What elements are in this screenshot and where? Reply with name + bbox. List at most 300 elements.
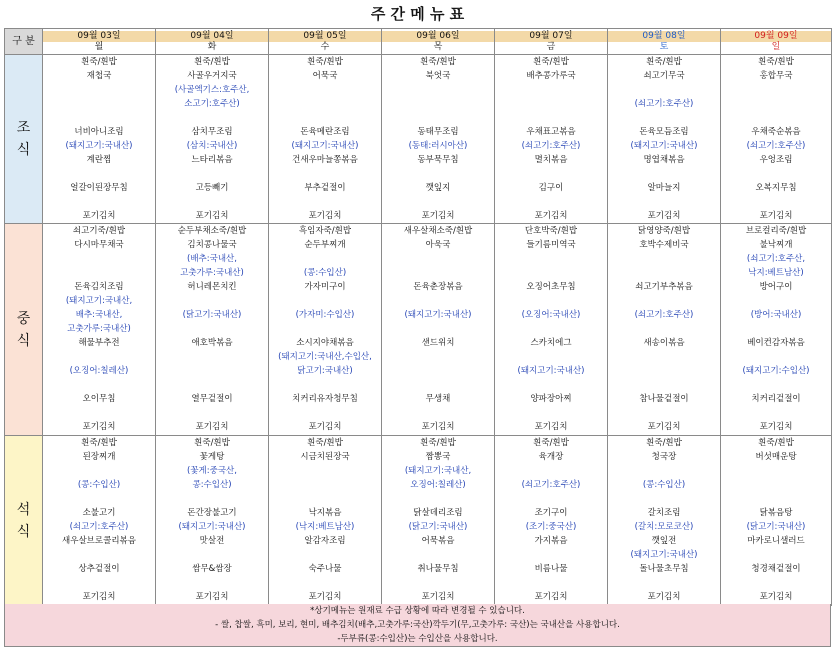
menu-item bbox=[608, 576, 720, 590]
origin-note: (사골엑기스:호주산, bbox=[174, 85, 250, 95]
menu-item: 낙지볶음 bbox=[308, 508, 342, 518]
meal-label-char: 식 bbox=[16, 332, 31, 349]
menu-cell bbox=[156, 436, 269, 606]
menu-item: 조기구이 bbox=[534, 508, 568, 518]
origin-note: 고춧가루:국내산) bbox=[180, 268, 244, 278]
menu-item: 포기김치 bbox=[647, 592, 681, 602]
day-header bbox=[156, 29, 269, 55]
menu-item: 포기김치 bbox=[308, 422, 342, 432]
menu-item: 흰죽/흰밥 bbox=[646, 438, 682, 448]
menu-item: 새우살브로콜리볶음 bbox=[62, 536, 136, 546]
origin-note: 닭고기:국내산) bbox=[297, 366, 353, 376]
menu-item bbox=[156, 167, 268, 181]
menu-item: 들기름미역국 bbox=[526, 240, 576, 250]
origin-note: (쇠고기:호주산) bbox=[634, 310, 694, 320]
origin-note: (돼지고기:국내산) bbox=[291, 141, 359, 151]
menu-item bbox=[608, 83, 720, 97]
menu-cell bbox=[156, 55, 269, 224]
menu-item bbox=[382, 364, 494, 378]
menu-item bbox=[382, 322, 494, 336]
menu-item bbox=[495, 492, 607, 506]
menu-item: 마카로니샐러드 bbox=[747, 536, 805, 546]
origin-note: 배추:국내산, bbox=[75, 310, 123, 320]
menu-item bbox=[156, 548, 268, 562]
menu-item bbox=[156, 195, 268, 209]
day-header bbox=[608, 29, 721, 55]
menu-item bbox=[269, 492, 381, 506]
menu-item: 포기김치 bbox=[534, 422, 568, 432]
menu-item: 허니레몬치킨 bbox=[187, 282, 237, 292]
menu-item: 호박수제비국 bbox=[639, 240, 689, 250]
menu-item: 다시마무채국 bbox=[74, 240, 124, 250]
origin-note: (돼지고기:국내산, bbox=[404, 466, 472, 476]
day-date: 09월 09일 bbox=[721, 31, 831, 42]
menu-item bbox=[43, 111, 155, 125]
menu-item: 포기김치 bbox=[195, 422, 229, 432]
menu-item bbox=[382, 294, 494, 308]
meal-label-char: 중 bbox=[16, 310, 31, 327]
menu-item bbox=[382, 406, 494, 420]
menu-cell bbox=[721, 224, 832, 436]
menu-item: 깻잎지 bbox=[425, 183, 451, 193]
origin-note: (오징어:칠레산) bbox=[69, 366, 129, 376]
menu-item: 포기김치 bbox=[195, 592, 229, 602]
menu-item: 포기김치 bbox=[647, 211, 681, 221]
menu-cell bbox=[382, 224, 495, 436]
origin-note: (쇠고기:호주산) bbox=[746, 141, 806, 151]
menu-item bbox=[495, 378, 607, 392]
menu-item: 쇠고기부추볶음 bbox=[635, 282, 693, 292]
menu-item: 건새우마늘쫑볶음 bbox=[292, 155, 358, 165]
menu-item bbox=[43, 378, 155, 392]
day-date: 09월 05일 bbox=[269, 31, 381, 42]
meal-row-lunch bbox=[5, 224, 832, 436]
menu-item bbox=[43, 576, 155, 590]
menu-item: 흰죽/흰밥 bbox=[81, 57, 117, 67]
day-weekday: 화 bbox=[207, 41, 217, 52]
menu-item: 갈치조림 bbox=[647, 508, 681, 518]
menu-item: 닭살데리조림 bbox=[413, 508, 463, 518]
menu-cell bbox=[495, 55, 608, 224]
meal-row-dinner bbox=[5, 436, 832, 606]
page-title: 주 간 메 뉴 표 bbox=[370, 5, 465, 23]
menu-item bbox=[495, 576, 607, 590]
menu-item: 느타리볶음 bbox=[191, 155, 233, 165]
menu-cell bbox=[156, 224, 269, 436]
menu-item bbox=[721, 322, 831, 336]
origin-note: (갈치:모로코산) bbox=[634, 522, 694, 532]
menu-item: 알마늘지 bbox=[647, 183, 681, 193]
origin-note: (돼지고기:국내산) bbox=[178, 522, 246, 532]
menu-item bbox=[382, 378, 494, 392]
menu-item: 포기김치 bbox=[82, 211, 116, 221]
menu-item bbox=[721, 350, 831, 364]
origin-note: (쇠고기:호주산) bbox=[521, 480, 581, 490]
menu-item: 포기김치 bbox=[534, 592, 568, 602]
menu-item bbox=[382, 492, 494, 506]
origin-note: (오징어:국내산) bbox=[521, 310, 581, 320]
day-header bbox=[269, 29, 382, 55]
menu-item bbox=[156, 294, 268, 308]
menu-item bbox=[721, 111, 831, 125]
origin-note: (콩:수입산) bbox=[642, 480, 686, 490]
menu-item bbox=[495, 167, 607, 181]
menu-item bbox=[495, 111, 607, 125]
menu-item bbox=[43, 252, 155, 266]
menu-item bbox=[608, 322, 720, 336]
menu-item bbox=[43, 195, 155, 209]
menu-item bbox=[608, 350, 720, 364]
menu-item bbox=[156, 406, 268, 420]
origin-note: 고춧가루:국내산) bbox=[67, 324, 131, 334]
menu-item bbox=[269, 97, 381, 111]
menu-item: 상추겉절이 bbox=[78, 564, 120, 574]
menu-item bbox=[495, 97, 607, 111]
menu-item: 어묵볶음 bbox=[421, 536, 455, 546]
menu-item bbox=[721, 576, 831, 590]
origin-note: 콩:수입산) bbox=[192, 480, 232, 490]
menu-item: 청국장 bbox=[651, 452, 677, 462]
menu-item: 스카치에그 bbox=[530, 338, 572, 348]
menu-item: 배추콩가루국 bbox=[526, 71, 576, 81]
origin-note: (돼지고기:국내산, bbox=[65, 296, 133, 306]
menu-item: 북엇국 bbox=[425, 71, 451, 81]
menu-item: 포기김치 bbox=[421, 422, 455, 432]
menu-item: 흰죽/흰밥 bbox=[758, 438, 794, 448]
menu-item: 흰죽/흰밥 bbox=[307, 438, 343, 448]
day-date: 09월 03일 bbox=[43, 31, 155, 42]
menu-item: 포기김치 bbox=[82, 422, 116, 432]
day-weekday: 일 bbox=[771, 41, 781, 52]
menu-item: 돈육메란조림 bbox=[300, 127, 350, 137]
menu-item: 취나물무침 bbox=[417, 564, 459, 574]
menu-item bbox=[43, 350, 155, 364]
menu-item bbox=[269, 83, 381, 97]
menu-item bbox=[495, 548, 607, 562]
origin-note: (쇠고기:호주산) bbox=[634, 99, 694, 109]
menu-item bbox=[382, 252, 494, 266]
menu-item: 흰죽/흰밥 bbox=[194, 438, 230, 448]
day-header bbox=[382, 29, 495, 55]
menu-item bbox=[495, 406, 607, 420]
menu-item: 깻잎전 bbox=[651, 536, 677, 546]
menu-item: 동부묵무침 bbox=[417, 155, 459, 165]
origin-note: (콩:수입산) bbox=[303, 268, 347, 278]
menu-item: 흰죽/흰밥 bbox=[646, 57, 682, 67]
menu-item: 김구이 bbox=[538, 183, 564, 193]
menu-item: 짬뽕국 bbox=[425, 452, 451, 462]
menu-item bbox=[269, 111, 381, 125]
menu-item bbox=[269, 548, 381, 562]
menu-item: 흰죽/흰밥 bbox=[420, 438, 456, 448]
day-header bbox=[43, 29, 156, 55]
menu-item: 순두부채소죽/흰밥 bbox=[177, 226, 247, 236]
menu-item: 닭영양죽/흰밥 bbox=[637, 226, 691, 236]
menu-item bbox=[495, 350, 607, 364]
menu-item: 브로컬리죽/흰밥 bbox=[745, 226, 807, 236]
menu-item bbox=[269, 576, 381, 590]
note-line: - 쌀, 찹쌀, 흑미, 보리, 현미, 배추김치(배추,고춧가루:국산)깍두기(무,고춧가루: 국산)는 국내산을 사용합니다. bbox=[215, 620, 620, 630]
menu-item: 포기김치 bbox=[534, 211, 568, 221]
menu-item: 치커리유자청무침 bbox=[292, 394, 358, 404]
menu-item bbox=[495, 266, 607, 280]
origin-note: (닭고기:국내산) bbox=[408, 522, 468, 532]
menu-cell bbox=[495, 224, 608, 436]
menu-item bbox=[721, 294, 831, 308]
menu-item bbox=[608, 378, 720, 392]
menu-item bbox=[382, 548, 494, 562]
origin-note: (돼지고기:국내산) bbox=[517, 366, 585, 376]
menu-item: 맛살전 bbox=[199, 536, 225, 546]
menu-item: 포기김치 bbox=[759, 592, 793, 602]
menu-item bbox=[608, 294, 720, 308]
notes-box bbox=[4, 604, 831, 647]
menu-cell bbox=[495, 436, 608, 606]
menu-item: 버섯매운탕 bbox=[755, 452, 797, 462]
menu-item bbox=[43, 464, 155, 478]
menu-item: 포기김치 bbox=[82, 592, 116, 602]
menu-item bbox=[156, 378, 268, 392]
origin-note: (배추:국내산, bbox=[187, 254, 237, 264]
menu-item: 돈육모듬조림 bbox=[639, 127, 689, 137]
day-date: 09월 07일 bbox=[495, 31, 607, 42]
menu-item: 계란찜 bbox=[86, 155, 112, 165]
origin-note: (돼지고기:국내산) bbox=[404, 310, 472, 320]
menu-item: 소불고기 bbox=[82, 508, 116, 518]
origin-note: (삼치:국내산) bbox=[186, 141, 238, 151]
menu-item: 열무겉절이 bbox=[191, 394, 233, 404]
day-weekday: 수 bbox=[320, 41, 330, 52]
menu-cell bbox=[43, 224, 156, 436]
menu-item bbox=[721, 83, 831, 97]
menu-item bbox=[721, 195, 831, 209]
menu-item bbox=[156, 576, 268, 590]
menu-cell bbox=[269, 55, 382, 224]
menu-item: 청경채겉절이 bbox=[751, 564, 801, 574]
menu-item: 포기김치 bbox=[308, 211, 342, 221]
menu-item: 비름나물 bbox=[534, 564, 568, 574]
menu-cell bbox=[382, 55, 495, 224]
menu-item: 오복지무침 bbox=[755, 183, 797, 193]
menu-cell bbox=[608, 55, 721, 224]
menu-item bbox=[721, 406, 831, 420]
category-header: 구 분 bbox=[5, 29, 43, 55]
menu-item bbox=[156, 492, 268, 506]
menu-item bbox=[495, 322, 607, 336]
origin-note: (꽃게:중국산, bbox=[187, 466, 237, 476]
menu-item bbox=[608, 111, 720, 125]
menu-item bbox=[156, 350, 268, 364]
menu-item: 시금치된장국 bbox=[300, 452, 350, 462]
menu-cell bbox=[382, 436, 495, 606]
menu-item: 오징어초무침 bbox=[526, 282, 576, 292]
menu-item bbox=[382, 83, 494, 97]
origin-note: (돼지고기:국내산,수입산, bbox=[278, 352, 372, 362]
menu-item: 아욱국 bbox=[425, 240, 451, 250]
menu-item: 흰죽/흰밥 bbox=[420, 57, 456, 67]
menu-item: 베이컨감자볶음 bbox=[747, 338, 805, 348]
menu-body bbox=[5, 55, 832, 606]
menu-item: 포기김치 bbox=[421, 592, 455, 602]
day-weekday: 월 bbox=[94, 41, 104, 52]
menu-item: 흰죽/흰밥 bbox=[533, 438, 569, 448]
origin-note: (조기:중국산) bbox=[525, 522, 577, 532]
menu-item: 쌈무&쌈장 bbox=[192, 564, 232, 574]
menu-item bbox=[269, 167, 381, 181]
menu-item: 가지볶음 bbox=[534, 536, 568, 546]
menu-item: 사골우거지국 bbox=[187, 71, 237, 81]
menu-item: 불낙찌개 bbox=[759, 240, 793, 250]
menu-item bbox=[495, 464, 607, 478]
menu-item: 우채죽순볶음 bbox=[751, 127, 801, 137]
menu-item: 돈육김치조림 bbox=[74, 282, 124, 292]
menu-item bbox=[608, 406, 720, 420]
menu-item: 꽃게탕 bbox=[199, 452, 225, 462]
menu-item: 숙주나물 bbox=[308, 564, 342, 574]
menu-item: 단호박죽/흰밥 bbox=[524, 226, 578, 236]
menu-item bbox=[382, 97, 494, 111]
menu-item bbox=[608, 266, 720, 280]
day-weekday: 목 bbox=[433, 41, 443, 52]
menu-item: 포기김치 bbox=[421, 211, 455, 221]
menu-cell bbox=[608, 224, 721, 436]
menu-item: 삼치무조림 bbox=[191, 127, 233, 137]
meal-label-char: 석 bbox=[16, 501, 31, 518]
note-line: *상기메뉴는 원재료 수급 상황에 따라 변경될 수 있습니다. bbox=[310, 606, 525, 616]
menu-item bbox=[269, 406, 381, 420]
menu-item: 돈간장불고기 bbox=[187, 508, 237, 518]
menu-item: 너비아니조림 bbox=[74, 127, 124, 137]
menu-item bbox=[382, 111, 494, 125]
menu-item bbox=[608, 492, 720, 506]
menu-item: 무생채 bbox=[425, 394, 451, 404]
menu-item: 해물부추전 bbox=[78, 338, 120, 348]
menu-item: 우채표고볶음 bbox=[526, 127, 576, 137]
menu-item: 홍합무국 bbox=[759, 71, 793, 81]
menu-cell bbox=[43, 436, 156, 606]
menu-item bbox=[269, 195, 381, 209]
menu-item: 흑임자죽/흰밥 bbox=[298, 226, 352, 236]
menu-item: 포기김치 bbox=[647, 422, 681, 432]
menu-item: 고등빼기 bbox=[195, 183, 229, 193]
menu-cell bbox=[43, 55, 156, 224]
menu-item bbox=[495, 252, 607, 266]
menu-item: 흰죽/흰밥 bbox=[81, 438, 117, 448]
menu-cell bbox=[269, 436, 382, 606]
menu-item: 쇠고기무국 bbox=[643, 71, 685, 81]
menu-item: 포기김치 bbox=[759, 422, 793, 432]
day-date: 09월 08일 bbox=[608, 31, 720, 42]
menu-item bbox=[43, 97, 155, 111]
menu-item bbox=[382, 576, 494, 590]
menu-item: 순두부찌개 bbox=[304, 240, 346, 250]
menu-item bbox=[269, 294, 381, 308]
menu-item: 알감자조림 bbox=[304, 536, 346, 546]
origin-note: (낙지:베트남산) bbox=[295, 522, 355, 532]
origin-note: (방어:국내산) bbox=[750, 310, 802, 320]
menu-item bbox=[495, 195, 607, 209]
origin-note: (가자미:수입산) bbox=[295, 310, 355, 320]
menu-item: 샌드위치 bbox=[421, 338, 455, 348]
menu-item: 김치콩나물국 bbox=[187, 240, 237, 250]
origin-note: 소고기:호주산) bbox=[184, 99, 240, 109]
menu-item bbox=[269, 464, 381, 478]
menu-item: 흰죽/흰밥 bbox=[194, 57, 230, 67]
menu-item: 포기김치 bbox=[308, 592, 342, 602]
menu-item: 흰죽/흰밥 bbox=[758, 57, 794, 67]
menu-item bbox=[43, 406, 155, 420]
menu-item bbox=[269, 478, 381, 492]
menu-item bbox=[156, 322, 268, 336]
origin-note: (닭고기:국내산) bbox=[182, 310, 242, 320]
menu-item bbox=[495, 83, 607, 97]
day-weekday: 금 bbox=[546, 41, 556, 52]
menu-item: 어묵국 bbox=[312, 71, 338, 81]
menu-item: 우엉조림 bbox=[759, 155, 793, 165]
menu-item bbox=[382, 167, 494, 181]
meal-label-dinner bbox=[5, 436, 43, 606]
menu-item bbox=[608, 364, 720, 378]
meal-label-char: 조 bbox=[16, 120, 31, 136]
menu-item: 돌나물초무침 bbox=[639, 564, 689, 574]
meal-label-breakfast bbox=[5, 55, 43, 224]
origin-note: (쇠고기:호주산) bbox=[521, 141, 581, 151]
menu-item bbox=[721, 478, 831, 492]
menu-item bbox=[721, 167, 831, 181]
menu-item: 육개장 bbox=[538, 452, 564, 462]
menu-item bbox=[721, 548, 831, 562]
day-date: 09월 04일 bbox=[156, 31, 268, 42]
note-line: -두부류(콩:수입산)는 수입산을 사용합니다. bbox=[337, 634, 498, 644]
menu-item: 흰죽/흰밥 bbox=[533, 57, 569, 67]
menu-item: 가자미구이 bbox=[304, 282, 346, 292]
menu-item: 방어구이 bbox=[759, 282, 793, 292]
menu-item: 양파장아찌 bbox=[530, 394, 572, 404]
menu-cell bbox=[269, 224, 382, 436]
menu-item bbox=[43, 492, 155, 506]
menu-item bbox=[721, 97, 831, 111]
menu-item bbox=[382, 350, 494, 364]
menu-item bbox=[382, 195, 494, 209]
day-header bbox=[721, 29, 832, 55]
menu-item bbox=[43, 167, 155, 181]
origin-note: (콩:수입산) bbox=[77, 480, 121, 490]
menu-item: 흰죽/흰밥 bbox=[307, 57, 343, 67]
menu-item bbox=[156, 364, 268, 378]
menu-item: 새송이볶음 bbox=[643, 338, 685, 348]
menu-item bbox=[269, 252, 381, 266]
origin-note: 오징어:칠레산) bbox=[410, 480, 466, 490]
menu-item bbox=[721, 464, 831, 478]
menu-item bbox=[43, 83, 155, 97]
menu-item bbox=[608, 252, 720, 266]
day-weekday: 토 bbox=[659, 41, 669, 52]
menu-item bbox=[269, 378, 381, 392]
menu-item: 새우살채소죽/흰밥 bbox=[403, 226, 473, 236]
menu-item: 재첩국 bbox=[86, 71, 112, 81]
menu-cell bbox=[721, 55, 832, 224]
menu-item: 동태무조림 bbox=[417, 127, 459, 137]
header-row bbox=[5, 29, 832, 55]
menu-item: 명엽채볶음 bbox=[643, 155, 685, 165]
origin-note: (돼지고기:국내산) bbox=[630, 550, 698, 560]
menu-item: 포기김치 bbox=[759, 211, 793, 221]
menu-item: 돈육춘장볶음 bbox=[413, 282, 463, 292]
menu-item bbox=[43, 266, 155, 280]
day-header bbox=[495, 29, 608, 55]
menu-item: 소시지야채볶음 bbox=[296, 338, 354, 348]
origin-note: (돼지고기:수입산) bbox=[742, 366, 810, 376]
